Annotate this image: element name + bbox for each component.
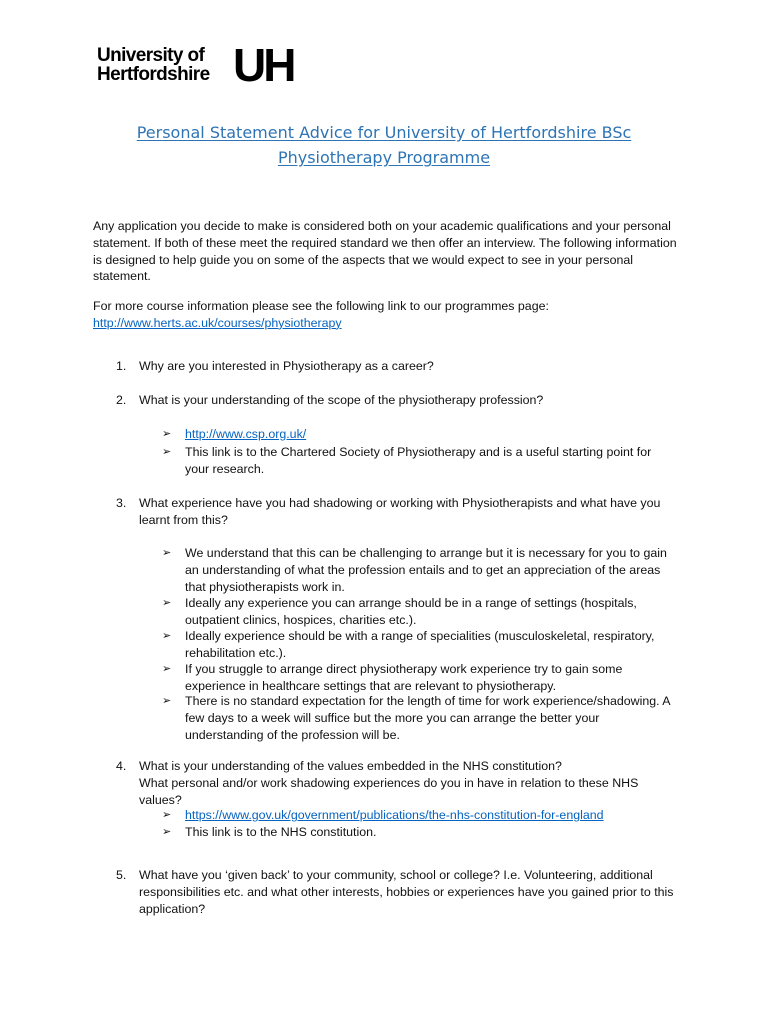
question-5 <box>116 867 676 917</box>
question-number: 3. <box>116 496 127 510</box>
document-title <box>100 120 668 170</box>
question-number: 5. <box>116 868 127 882</box>
bullet-item <box>162 595 672 629</box>
bullet-item <box>162 693 672 743</box>
bullet-item <box>162 426 672 443</box>
nhs-constitution-link[interactable]: https://www.gov.uk/government/publications/the-nhs-constitution-for-england <box>185 808 604 822</box>
question-1 <box>116 358 676 375</box>
bullet-text: We understand that this can be challenging to arrange but it is necessary for you to gain an understanding of what the profession entails and to get an appreciation of the areas that physiotherapists work in. <box>185 546 667 594</box>
question-3 <box>116 495 676 529</box>
question-text: What experience have you had shadowing or working with Physiotherapists and what have you learnt from this? <box>139 496 661 527</box>
bullet-text: Ideally any experience you can arrange should be in a range of settings (hospitals, outpatient clinics, hospices, charities etc.). <box>185 596 637 627</box>
logo-line-1: University of <box>97 45 205 66</box>
intro-paragraph: Any application you decide to make is considered both on your academic qualifications and your personal statement. If both of these meet the required standard we then offer an interview. The following information is designed to help guide you on some of the aspects that we would expect to see in your personal statement. <box>93 219 677 284</box>
question-4 <box>116 758 676 808</box>
bullet-text: If you struggle to arrange direct physiotherapy work experience try to gain some experience in healthcare settings that are relevant to physiotherapy. <box>185 662 623 693</box>
bullet-text: Ideally experience should be with a range of specialities (musculoskeletal, respiratory, rehabilitation etc.). <box>185 629 655 660</box>
bullet-text: This link is to the NHS constitution. <box>185 825 377 839</box>
logo-uh-mark: UH <box>233 39 294 91</box>
title-line-2: Physiotherapy Programme <box>277 148 491 167</box>
bullet-item <box>162 807 672 824</box>
bullet-item <box>162 444 672 478</box>
title-line-1: Personal Statement Advice for University of Hertfordshire BSc <box>136 123 632 142</box>
question-number: 2. <box>116 393 127 407</box>
logo-wordmark <box>97 46 232 84</box>
bullet-item <box>162 628 672 662</box>
more-info-text: For more course information please see the following link to our programmes page: <box>93 299 549 313</box>
question-text: What is your understanding of the values embedded in the NHS constitution? <box>139 759 562 773</box>
arrow-bullet-icon: ➢ <box>162 695 172 707</box>
question-2 <box>116 392 676 409</box>
arrow-bullet-icon: ➢ <box>162 547 172 559</box>
arrow-bullet-icon: ➢ <box>162 809 172 821</box>
more-info-paragraph <box>93 298 683 332</box>
bullet-text: This link is to the Chartered Society of Physiotherapy and is a useful starting point for your research. <box>185 445 652 476</box>
bullet-item <box>162 824 672 841</box>
arrow-bullet-icon: ➢ <box>162 663 172 675</box>
bullet-item <box>162 545 672 595</box>
programmes-page-link[interactable]: http://www.herts.ac.uk/courses/physiotherapy <box>93 315 342 330</box>
question-text: What have you ‘given back’ to your community, school or college? I.e. Volunteering, additional responsibilities etc. and what other interests, hobbies or experiences have you gained prior to this application? <box>139 868 674 916</box>
csp-link[interactable]: http://www.csp.org.uk/ <box>185 427 307 441</box>
arrow-bullet-icon: ➢ <box>162 630 172 642</box>
bullet-text: There is no standard expectation for the length of time for work experience/shadowing. A few days to a week will suffice but the more you can arrange the better your understanding of the profession will be. <box>185 694 670 742</box>
question-number: 1. <box>116 359 127 373</box>
question-text: Why are you interested in Physiotherapy as a career? <box>139 359 434 373</box>
arrow-bullet-icon: ➢ <box>162 446 172 458</box>
question-text-continued: What personal and/or work shadowing experiences do you in have in relation to these NHS values? <box>139 775 639 807</box>
question-number: 4. <box>116 759 127 773</box>
arrow-bullet-icon: ➢ <box>162 597 172 609</box>
arrow-bullet-icon: ➢ <box>162 826 172 838</box>
question-text: What is your understanding of the scope of the physiotherapy profession? <box>139 393 544 407</box>
bullet-item <box>162 661 672 695</box>
arrow-bullet-icon: ➢ <box>162 428 172 440</box>
logo-line-2: Hertfordshire <box>97 64 210 85</box>
